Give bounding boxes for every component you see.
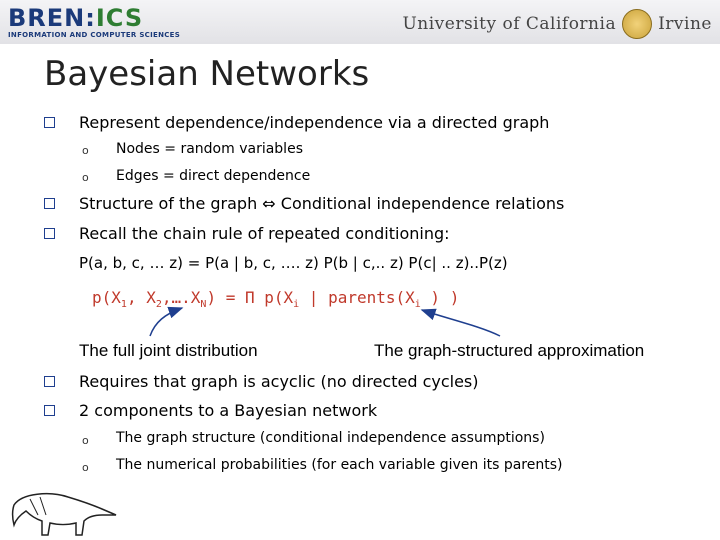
logo-ics: ICS: [95, 4, 144, 32]
formula-part: ) ): [420, 288, 460, 307]
anteater-icon: [10, 485, 120, 537]
bullet-text: Represent dependence/independence via a directed graph: [79, 113, 550, 132]
arrow-to-joint: [150, 308, 182, 336]
formula-part: ,….X: [161, 288, 201, 307]
logo-colon: :: [85, 4, 96, 32]
square-bullet-icon: [44, 376, 55, 387]
sub-bullet-text: The numerical probabilities (for each variable given its parents): [116, 457, 563, 473]
formula-subscript: i: [293, 299, 300, 311]
caption-joint-distribution: The full joint distribution: [79, 341, 258, 360]
caption-graph-approximation: The graph-structured approximation: [374, 341, 645, 360]
logo-bren: BREN: [8, 4, 86, 32]
formula-part: p(X: [92, 288, 121, 307]
university-name: University of California: [402, 14, 617, 34]
circle-bullet-icon: o: [82, 461, 89, 474]
formula-subscript: i: [414, 299, 421, 311]
sub-bullet-text: Nodes = random variables: [116, 141, 303, 157]
bullet-text: 2 components to a Bayesian network: [79, 401, 378, 420]
bullet-text: Structure of the graph ⇔ Conditional independence relations: [79, 194, 565, 213]
bullet-text: Requires that graph is acyclic (no directed cycles): [79, 372, 479, 391]
formula-part: | parents(X: [299, 288, 415, 307]
sub-bullet-text: The graph structure (conditional independence assumptions): [116, 430, 545, 446]
circle-bullet-icon: o: [82, 171, 89, 184]
circle-bullet-icon: o: [82, 144, 89, 157]
bullet-text: Recall the chain rule of repeated conditioning:: [79, 224, 450, 243]
sub-bullet-text: Edges = direct dependence: [116, 168, 311, 184]
formula-part: , X: [126, 288, 156, 307]
campus-name: Irvine: [658, 14, 712, 34]
formula-subscript: 2: [155, 299, 162, 311]
chain-rule-text: P(a, b, c, … z) = P(a | b, c, …. z) P(b | c,.. z) P(c| .. z)..P(z): [79, 254, 508, 272]
formula-part: ) = Π p(X: [206, 288, 294, 307]
logo-subtitle: INFORMATION AND COMPUTER SCIENCES: [8, 31, 181, 39]
arrow-to-approximation: [422, 310, 500, 336]
slide-title: Bayesian Networks: [44, 54, 370, 94]
square-bullet-icon: [44, 405, 55, 416]
formula-subscript: N: [200, 299, 207, 311]
circle-bullet-icon: o: [82, 434, 89, 447]
formula-subscript: 1: [120, 299, 127, 311]
